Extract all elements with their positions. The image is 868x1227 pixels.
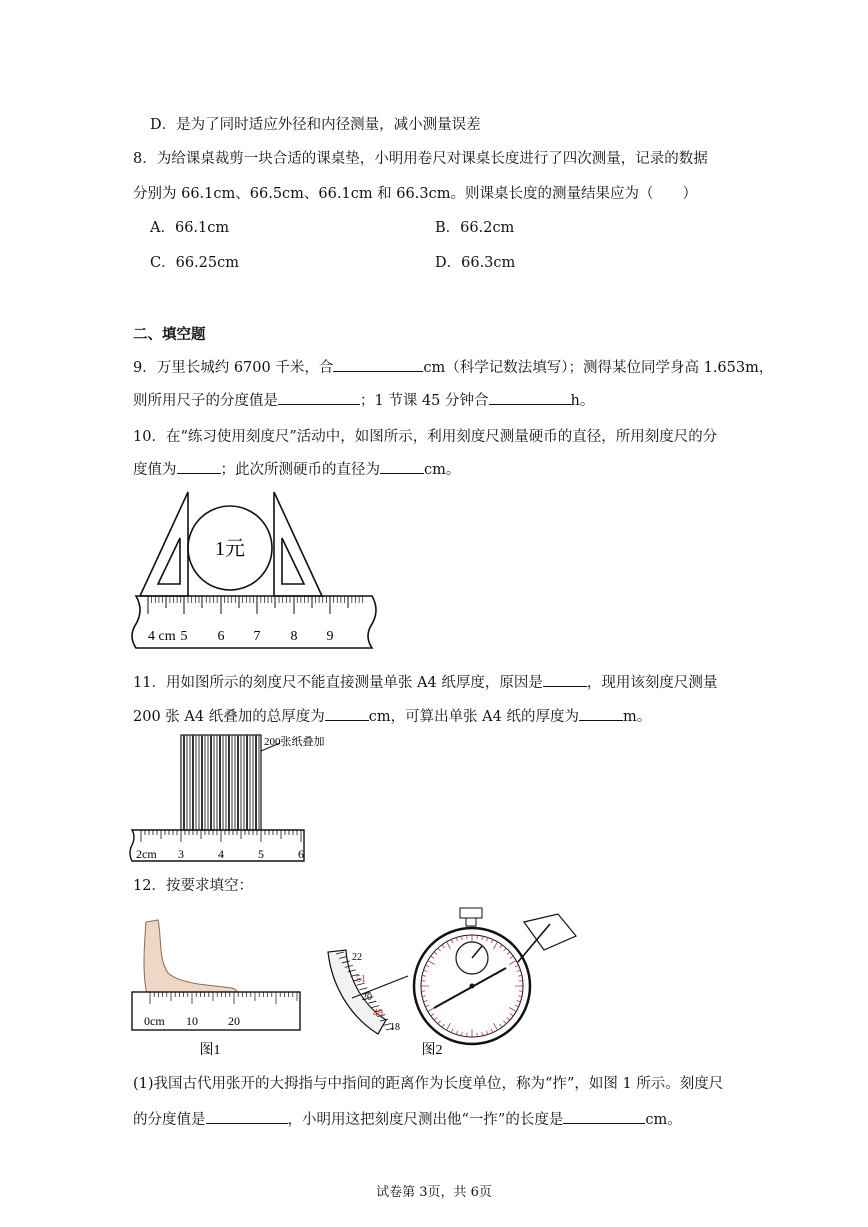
q11-text-b: ，现用该刻度尺测量: [586, 675, 718, 691]
hand-ruler-figure: [128, 918, 308, 1060]
q11-text-a: 11．用如图所示的刻度尺不能直接测量单张 A4 纸厚度，原因是: [133, 675, 543, 691]
figure-caption: 图2: [421, 1043, 443, 1058]
q11-blank-3[interactable]: [579, 706, 623, 721]
q8-option-c: C．66.25cm: [150, 255, 239, 271]
q11-text-c: 200 张 A4 纸叠加的总厚度为: [133, 709, 325, 725]
q9-line2: [133, 389, 594, 410]
ruler-tick-label: 4 cm: [148, 629, 176, 644]
q11-text-d: cm，可算出单张 A4 纸的厚度为: [368, 709, 579, 725]
q12-text-b: ，小明用这把刻度尺测出他“一拃”的长度是: [287, 1112, 564, 1128]
ruler-tick-label: 9: [326, 629, 334, 644]
q11-blank-1[interactable]: [543, 672, 587, 687]
q9-blank-1[interactable]: [333, 357, 423, 372]
q9-text-e: h。: [570, 393, 595, 409]
q8-option-b: B．66.2cm: [435, 220, 515, 236]
q12-blank-2[interactable]: [563, 1109, 645, 1124]
q9-text-a: 9．万里长城约 6700 千米，合: [133, 360, 334, 376]
q9-text-c: 则所用尺子的分度值是: [133, 393, 278, 409]
dial-label: 51: [356, 974, 366, 985]
q9-line1: [133, 356, 773, 377]
q10-text-b: ；此次所测硬币的直径为: [220, 462, 380, 478]
ruler-tick-label: 8: [290, 629, 298, 644]
ruler-tick-label: 10: [186, 1014, 198, 1028]
dial-label: 18: [390, 1022, 400, 1033]
stack-callout: 200张纸叠加: [264, 736, 325, 748]
q9-text-d: ；1 节课 45 分钟合: [360, 393, 489, 409]
dial-label: 49: [373, 1008, 383, 1019]
q11-line1: [133, 671, 717, 692]
paper-stack-figure: [128, 733, 325, 865]
ruler-tick-label: 7: [253, 629, 261, 644]
coin-ruler-figure: [128, 488, 380, 653]
q12-blank-1[interactable]: [206, 1109, 288, 1124]
q12-title: 12．按要求填空：: [133, 878, 253, 894]
figure-caption: 图1: [199, 1043, 221, 1058]
q11-text-e: m。: [623, 709, 652, 725]
q12-part1-line1: (1)我国古代用张开的大拇指与中指间的距离作为长度单位，称为“拃”，如图 1 所示。刻度尺: [133, 1076, 724, 1092]
q12-text-a: 的分度值是: [133, 1112, 206, 1128]
q10-line2: [133, 458, 460, 479]
ruler-tick-label: 4: [218, 847, 224, 861]
q7-option-d: D．是为了同时适应外径和内径测量，减小测量误差: [150, 117, 481, 133]
q9-blank-3[interactable]: [489, 390, 571, 405]
section-title: 二、填空题: [133, 327, 206, 343]
q11-line2: [133, 705, 651, 726]
coin-label: 1元: [215, 538, 245, 560]
ruler-tick-label: 20: [228, 1014, 240, 1028]
ruler-tick-label: 2cm: [136, 847, 157, 861]
dial-label: 20: [362, 992, 372, 1003]
ruler-tick-label: 0cm: [144, 1014, 165, 1028]
q10-line1: 10．在“练习使用刻度尺”活动中，如图所示，利用刻度尺测量硬币的直径，所用刻度尺的分: [133, 429, 718, 445]
q12-text-c: cm。: [645, 1112, 682, 1128]
q9-text-b: cm（科学记数法填写）；测得某位同学身高 1.653m，: [423, 360, 774, 376]
ruler-tick-label: 6: [217, 629, 225, 644]
q10-text-a: 度值为: [133, 462, 177, 478]
ruler-tick-label: 5: [180, 629, 188, 644]
q11-blank-2[interactable]: [325, 706, 369, 721]
dial-tick: [360, 988, 368, 990]
stopwatch-figure: [318, 900, 590, 1060]
q8-option-a: A．66.1cm: [150, 220, 230, 236]
q8-option-d: D．66.3cm: [435, 255, 516, 271]
dial-label: 22: [352, 952, 362, 963]
q10-blank-1[interactable]: [177, 459, 221, 474]
page-footer: 试卷第 3页，共 6页: [376, 1185, 492, 1200]
q8-stem-line2: 分别为 66.1cm、66.5cm、66.1cm 和 66.3cm。则课桌长度的测量结果应为（ ）: [133, 186, 697, 202]
q9-blank-2[interactable]: [278, 390, 360, 405]
q8-stem-line1: 8．为给课桌裁剪一块合适的课桌垫，小明用卷尺对课桌长度进行了四次测量，记录的数据: [133, 151, 708, 167]
ruler-tick-label: 6: [298, 847, 304, 861]
q12-part1-line2: [133, 1108, 682, 1129]
ruler-tick-label: 3: [178, 847, 184, 861]
ruler-tick-label: 5: [258, 847, 264, 861]
q10-text-c: cm。: [424, 462, 461, 478]
q10-blank-2[interactable]: [380, 459, 424, 474]
